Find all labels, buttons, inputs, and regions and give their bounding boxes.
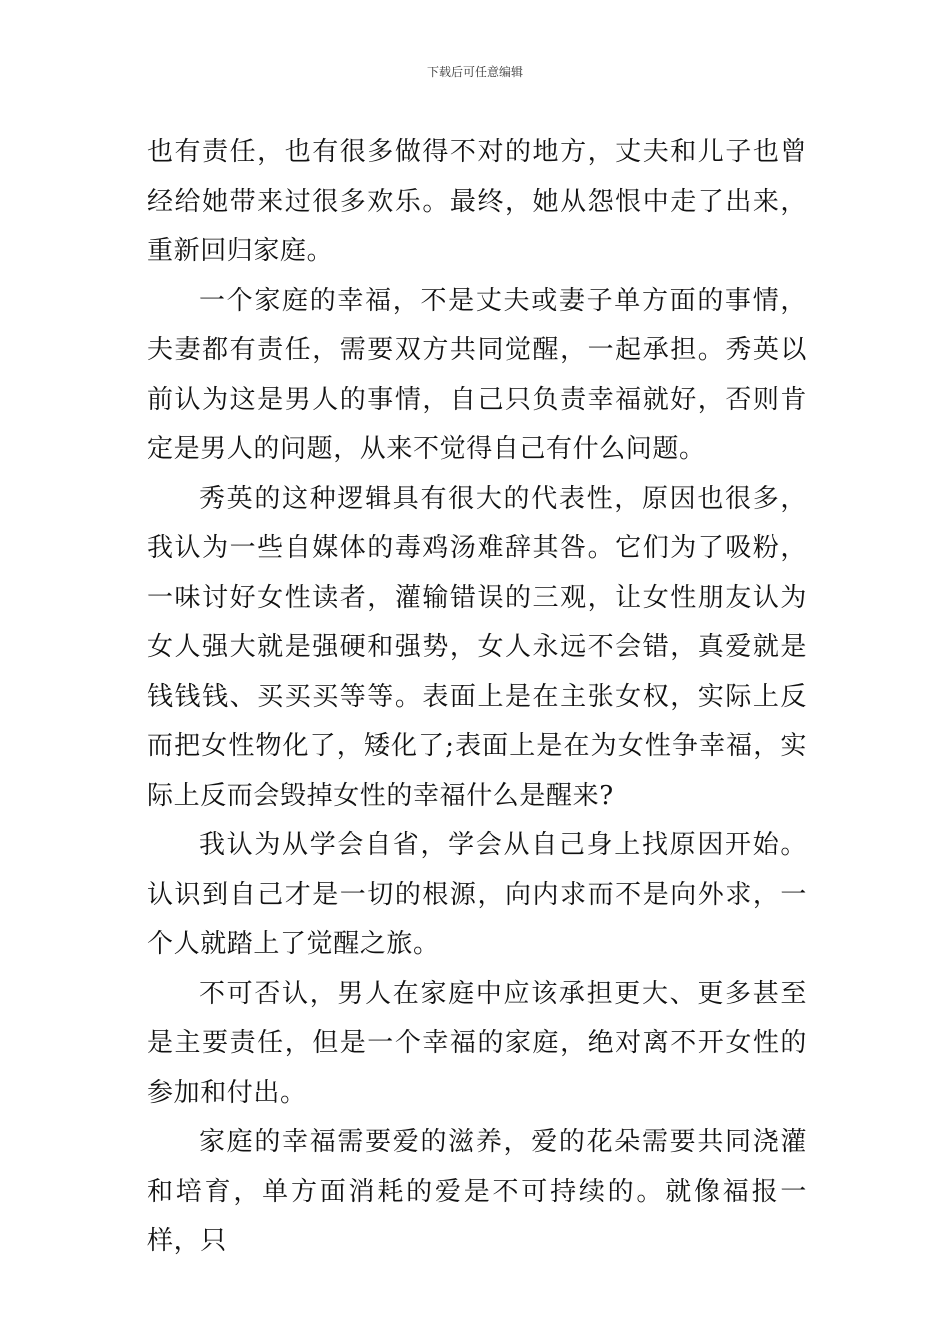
paragraph-1: 也有责任，也有很多做得不对的地方，丈夫和儿子也曾经给她带来过很多欢乐。最终，她从怨恨中走了出来，重新回归家庭。 <box>147 137 807 266</box>
paragraph-3: 秀英的这种逻辑具有很大的代表性，原因也很多，我认为一些自媒体的毒鸡汤难辞其咎。它们为了吸粉，一味讨好女性读者，灌输错误的三观，让女性朋友认为女人强大就是强硬和强势，女人永远不会错，真爱就是钱钱钱、买买买等等。表面上是在主张女权，实际上反而把女性物化了，矮化了;表面上是在为女性争幸福，实际上反而会毁掉女性的幸福什么是醒来? <box>147 483 807 811</box>
paragraph-5: 不可否认，男人在家庭中应该承担更大、更多甚至是主要责任，但是一个幸福的家庭，绝对离不开女性的参加和付出。 <box>147 978 807 1108</box>
paragraph-6: 家庭的幸福需要爱的滋养，爱的花朵需要共同浇灌和培育，单方面消耗的爱是不可持续的。就像福报一样，只 <box>147 1127 807 1256</box>
paragraph-4: 我认为从学会自省，学会从自己身上找原因开始。认识到自己才是一切的根源，向内求而不是向外求，一个人就踏上了觉醒之旅。 <box>147 830 807 959</box>
document-body <box>147 128 807 1267</box>
page-header: 下载后可任意编辑 <box>426 65 523 79</box>
paragraph-2: 一个家庭的幸福，不是丈夫或妻子单方面的事情，夫妻都有责任，需要双方共同觉醒，一起承担。秀英以前认为这是男人的事情，自己只负责幸福就好，否则肯定是男人的问题，从来不觉得自己有什么问题。 <box>147 285 807 464</box>
